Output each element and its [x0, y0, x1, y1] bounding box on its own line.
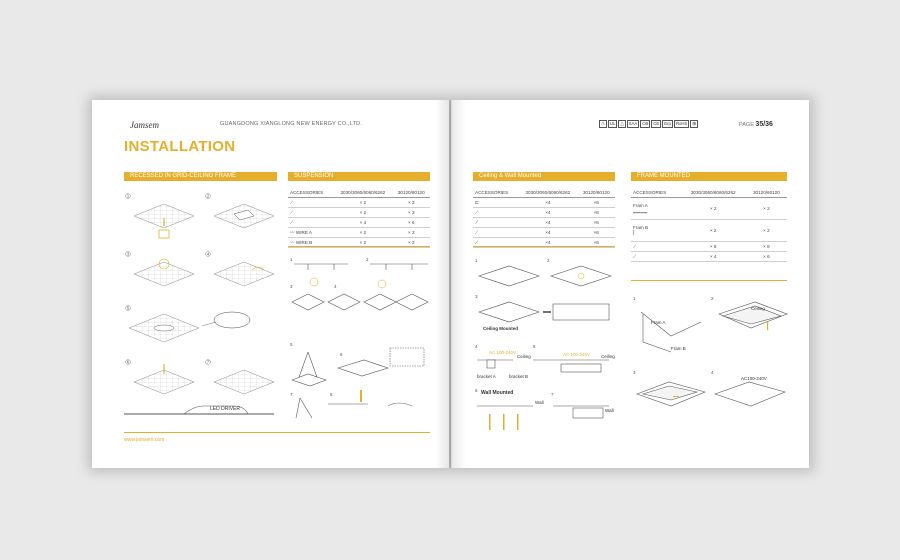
- table-divider: [288, 246, 430, 247]
- suspension-step-number: 8: [330, 392, 333, 397]
- recessed-step-number: 1: [126, 193, 130, 199]
- accessory-icon: 〰: [290, 239, 295, 245]
- suspension-step-number: 4: [334, 284, 337, 289]
- screw-icon: ⟋: [475, 210, 479, 215]
- table-row: ⟋ ×4 ×6: [473, 218, 615, 228]
- frame-bar-icon: ▏: [633, 230, 637, 235]
- screw-icon: ⟋: [475, 220, 479, 225]
- book-spine: [436, 100, 466, 468]
- recessed-step-number: 5: [126, 305, 130, 311]
- cert-mark: ⚠: [601, 121, 605, 126]
- section-title-recessed: RECESSED IN GRID-CEILING FRAME: [124, 172, 277, 181]
- recessed-step-number: 2: [206, 193, 210, 199]
- ceiling-step-number: 7: [551, 392, 554, 397]
- suspension-step-number: 3: [290, 284, 293, 289]
- company-name: GUANGDONG XIANGLONG NEW ENERGY CO.,LTD.: [220, 121, 363, 127]
- suspension-diagrams: [288, 256, 433, 426]
- table-row: Fram A ▁▁▁▁ × 2 × 2: [631, 198, 787, 220]
- table-divider: [473, 246, 615, 247]
- ceiling-wall-diagrams: [473, 256, 618, 431]
- table-row: ⟋ ×4 ×6: [473, 208, 615, 218]
- screw-icon: ⟋: [633, 244, 637, 249]
- cert-mark: SAA: [628, 121, 638, 126]
- label-ac-voltage: AC 100-240V: [489, 350, 517, 355]
- label-fram-a: Fram A: [651, 320, 666, 325]
- table-row: ⟋ × 2 × 3: [288, 208, 430, 218]
- table-row: ⟋ × 4 × 6: [288, 218, 430, 228]
- recessed-step-diagram: [124, 204, 274, 414]
- table-row: ⊏ ×4 ×6: [473, 198, 615, 208]
- bracket-icon: ⊏: [475, 199, 479, 205]
- ceiling-step-number: 4: [475, 344, 478, 349]
- label-wall-mounted: Wall Mounted: [481, 390, 514, 396]
- driver-label: LED DRIVER: [210, 406, 241, 412]
- certification-marks: [599, 120, 698, 128]
- frame-step-number: 1: [633, 296, 636, 301]
- section-title-suspension: SUSPENSION: [288, 172, 430, 181]
- frame-bar-icon: ▁▁▁▁: [633, 208, 648, 213]
- label-fram-b: Fram B: [671, 346, 686, 351]
- footer-divider: [124, 432, 430, 433]
- accessory-icon: ⟋: [290, 210, 294, 215]
- left-page: [92, 100, 449, 468]
- suspension-step-number: 1: [290, 257, 293, 262]
- suspension-step-number: 7: [290, 392, 293, 397]
- page-title: INSTALLATION: [124, 138, 236, 155]
- brand-logo: Jamsem: [130, 120, 159, 130]
- table-row: ⟋ × 4 × 6: [631, 252, 787, 262]
- label-ac-voltage: AC 100-240V: [563, 352, 591, 357]
- table-divider: [631, 280, 787, 281]
- cert-mark: CE: [653, 121, 660, 126]
- label-wall: Wall: [535, 400, 544, 405]
- suspension-step-number: 6: [340, 352, 343, 357]
- right-page: [451, 100, 809, 468]
- label-bracket-a: bracket A: [477, 374, 496, 379]
- cert-mark: △: [620, 121, 624, 126]
- ceiling-accessories-table: ACCESSORIES 3030/3060/6060/6262 30120/60120 ⊏ ×4 ×6 ⟋ ×4 ×6 ⟋ ×4 ×6 ⟋ ×4 ×6 ⟋ ×4 ×6: [473, 188, 615, 248]
- recessed-step-number: 6: [126, 359, 130, 365]
- label-wall: Wall: [605, 408, 614, 413]
- cert-mark: RoHS: [675, 121, 688, 126]
- label-ceiling: Ceiling: [517, 354, 531, 359]
- cert-mark: ⊞: [692, 121, 697, 126]
- section-title-frame-mounted: FRAME MOUNTED: [631, 172, 787, 181]
- table-row: Fram B ▏ × 2 × 2: [631, 220, 787, 242]
- suspension-step-number: 5: [290, 342, 293, 347]
- anchor-icon: ⟋: [633, 254, 637, 259]
- label-ceiling: Ceiling: [601, 354, 615, 359]
- recessed-step-number: 4: [206, 251, 210, 257]
- ceiling-step-number: 5: [533, 344, 536, 349]
- footer-website[interactable]: www.jamsem.com: [124, 437, 165, 443]
- accessory-icon: 〰: [290, 229, 295, 235]
- frame-step-number: 2: [711, 296, 714, 301]
- frame-accessories-table: ACCESSORIES 3030/3060/6060/6262 30120/60120 Fram A ▁▁▁▁ × 2 × 2 Fram B ▏ × 2 × 2 ⟋ × 8 × 8 ⟋ × 4 × 6: [631, 188, 787, 262]
- table-row: ⟋ ×4 ×6: [473, 238, 615, 248]
- accessory-icon: ⟋: [290, 220, 294, 225]
- page-number: PAGE 35/36: [739, 121, 773, 128]
- accessory-icon: ⟋: [290, 200, 294, 205]
- recessed-step-number: 7: [206, 359, 210, 365]
- frame-step-number: 3: [633, 370, 636, 375]
- ceiling-step-number: 6: [475, 388, 478, 393]
- suspension-accessories-table: ACCESSORIES 3030/3060/6060/6262 30120/60120 ⟋ × 2 × 3 ⟋ × 2 × 3 ⟋ × 4 × 6 〰 WIRE A × 2 × 3 〰 WIRE B × 2 × 3: [288, 188, 430, 248]
- cert-mark: UL: [609, 121, 616, 126]
- anchor-icon: ⟋: [475, 240, 479, 245]
- anchor-icon: ⟋: [475, 230, 479, 235]
- cert-mark: Erp: [664, 121, 671, 126]
- recessed-step-number: 3: [126, 251, 130, 257]
- table-row: ⟋ ×4 ×6: [473, 228, 615, 238]
- ceiling-step-number: 1: [475, 258, 478, 263]
- table-row: ⟋ × 2 × 3: [288, 198, 430, 208]
- table-row: ⟋ × 8 × 8: [631, 242, 787, 252]
- table-row: 〰 WIRE A × 2 × 3: [288, 228, 430, 238]
- frame-diagrams: [631, 292, 789, 432]
- label-bracket-b: bracket B: [509, 374, 529, 379]
- recessed-diagrams: [124, 186, 279, 421]
- suspension-step-number: 2: [366, 257, 369, 262]
- section-title-ceiling-wall: Ceiling & Wall Mounted: [473, 172, 615, 181]
- ceiling-step-number: 3: [475, 294, 478, 299]
- frame-step-number: 4: [711, 370, 714, 375]
- label-ceiling: Ceiling: [751, 306, 765, 311]
- table-row: 〰 WIRE B × 2 × 3: [288, 238, 430, 248]
- cert-mark: CB: [642, 121, 649, 126]
- label-ac-voltage: AC100-240V: [741, 376, 767, 381]
- ceiling-step-number: 2: [547, 258, 550, 263]
- label-ceiling-mounted: Ceiling Mounted: [483, 326, 518, 331]
